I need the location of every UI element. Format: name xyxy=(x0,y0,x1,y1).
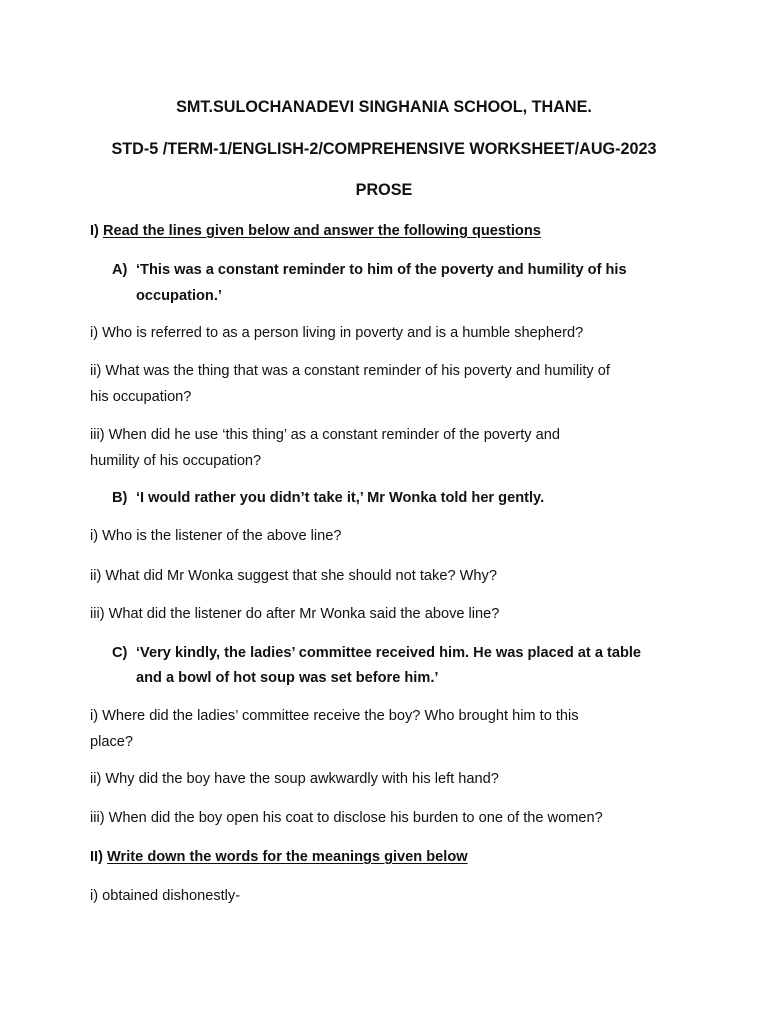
question-c-i: i) Where did the ladies’ committee receive the boy? Who brought him to this xyxy=(90,708,579,724)
question-b-i: i) Who is the listener of the above line? xyxy=(90,528,342,544)
passage-c-quote-line2: and a bowl of hot soup was set before him.’ xyxy=(136,670,439,686)
section-title: PROSE xyxy=(355,181,413,199)
passage-b-quote xyxy=(112,485,544,511)
passage-c-quote xyxy=(112,640,641,666)
section2-heading-row xyxy=(90,844,468,870)
question-c-ii: ii) Why did the boy have the soup awkwardly with his left hand? xyxy=(90,771,499,787)
section1-heading-row xyxy=(90,218,541,244)
question-a-iii-cont: humility of his occupation? xyxy=(90,453,262,469)
passage-a-label: A) xyxy=(112,262,128,278)
section2-heading: Write down the words for the meanings given below xyxy=(107,849,468,865)
question-b-ii: ii) What did Mr Wonka suggest that she should not take? Why? xyxy=(90,568,497,584)
meaning-item-i: i) obtained dishonestly- xyxy=(90,888,241,904)
passage-a-quote-line2: occupation.’ xyxy=(136,288,222,304)
passage-b-quote-line1: ‘I would rather you didn’t take it,’ Mr Wonka told her gently. xyxy=(136,490,545,506)
question-a-iii: iii) When did he use ‘this thing’ as a constant reminder of the poverty and xyxy=(90,427,560,443)
passage-a-quote xyxy=(112,257,627,283)
passage-b-label: B) xyxy=(112,490,128,506)
section1-heading: Read the lines given below and answer the following questions xyxy=(102,223,541,239)
passage-c-label: C) xyxy=(112,645,128,661)
question-b-iii: iii) What did the listener do after Mr Wonka said the above line? xyxy=(90,606,500,622)
school-title: SMT.SULOCHANADEVI SINGHANIA SCHOOL, THANE. xyxy=(176,98,592,116)
question-a-ii-cont: his occupation? xyxy=(90,389,192,405)
passage-c-quote-line1: ‘Very kindly, the ladies’ committee received him. He was placed at a table xyxy=(136,645,642,661)
section1-number: I) xyxy=(90,223,99,239)
question-a-ii: ii) What was the thing that was a constant reminder of his poverty and humility of xyxy=(90,363,610,379)
worksheet-subtitle: STD-5 /TERM-1/ENGLISH-2/COMPREHENSIVE WORKSHEET/AUG-2023 xyxy=(111,140,657,158)
question-c-i-cont: place? xyxy=(90,734,134,750)
section2-number: II) xyxy=(90,849,103,865)
question-a-i: i) Who is referred to as a person living in poverty and is a humble shepherd? xyxy=(90,325,584,341)
passage-a-quote-line1: ‘This was a constant reminder to him of the poverty and humility of his xyxy=(136,262,627,278)
question-c-iii: iii) When did the boy open his coat to disclose his burden to one of the women? xyxy=(90,810,603,826)
